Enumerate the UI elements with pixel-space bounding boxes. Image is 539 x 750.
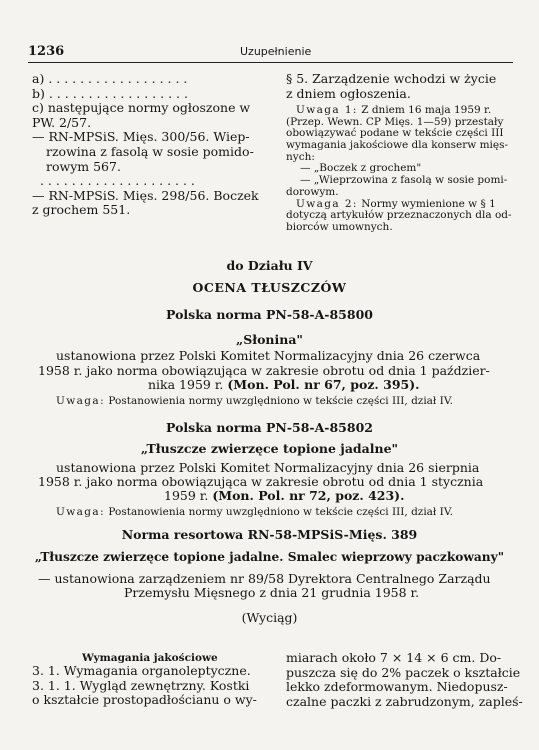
norm2-line3: 1959 r. (Mon. Pol. nr 72, poz. 423). [164, 488, 405, 503]
norm2-line1: ustanowiona przez Polski Komitet Normalizacyjny dnia 26 sierpnia [56, 460, 480, 475]
ellipsis-row: . . . . . . . . . . . . . . . . . . . . [32, 173, 195, 189]
norm3-line1: — ustanowiona zarządzeniem nr 89/58 Dyrektora Centralnego Zarządu [38, 571, 491, 586]
section-heading: do Działu IV [226, 258, 313, 273]
contamination-line: czalne paczki z zabrudzonym, zapleś- [286, 693, 523, 709]
req-3-1-1: 3. 1. 1. Wygląd zewnętrzny. Kostki [32, 677, 250, 693]
norm2-note: Uwaga: Postanowienia normy uwzględniono w tekście części III, dział IV. [56, 506, 453, 518]
left-column-top [32, 72, 259, 218]
note2-line2: dotyczą artykułów przeznaczonych dla od- [286, 209, 512, 222]
norm3-title: Norma resortowa RN-58-MPSiS-Mięs. 389 [121, 527, 418, 542]
note1-line5: nych: [286, 150, 315, 163]
req-3-1-1-cont: o kształcie prostopadłościanu o wy- [32, 692, 257, 708]
note1-block [286, 105, 512, 234]
tolerance-line: puszcza się do 2% paczek o kształcie [286, 664, 521, 680]
norm3-line2: Przemysłu Mięsnego z dnia 21 grudnia 1958 r. [124, 585, 420, 600]
norm1-name: „Słonina" [236, 332, 303, 347]
norm-rn-300-line1: — RN-MPSiS. Mięs. 300/56. Wiep- [32, 129, 250, 145]
norm-rn-298-line1: — RN-MPSiS. Mięs. 298/56. Boczek [32, 187, 259, 203]
section5-line1: § 5. Zarządzenie wchodzi w życie [286, 71, 497, 86]
norm2-title: Polska norma PN-58-A-85802 [166, 420, 373, 435]
item-c-cont: PW. 2/57. [32, 114, 92, 130]
extract-label: (Wyciąg) [241, 610, 298, 625]
norm-rn-300-line3: rowym 567. [46, 158, 121, 174]
norm-rn-298-line2: z grochem 551. [32, 202, 131, 218]
requirements-heading: Wymagania jakościowe [82, 652, 218, 664]
page-number: 1236 [28, 44, 65, 59]
note1-line6: — „Boczek z grochem" [300, 162, 422, 175]
note1-line2: (Przep. Wewn. CP Mięs. 1—59) przestały [286, 115, 504, 128]
dimensions-line: miarach około 7 ⨯ 14 ⨯ 6 cm. Do- [286, 650, 502, 665]
norm1-line2: 1958 r. jako norma obowiązująca w zakresie obrotu od dnia 1 paździer- [38, 363, 490, 378]
norm-rn-300-line2: rzowina z fasolą w sosie pomido- [46, 143, 254, 159]
item-a: a) . . . . . . . . . . . . . . . . . . [32, 71, 188, 86]
req-3-1: 3. 1. Wymagania organoleptyczne. [32, 663, 251, 678]
note1-line7: — „Wieprzowina z fasolą w sosie pomi- [300, 174, 508, 187]
bottom-left-column [32, 651, 257, 708]
right-column-top [286, 72, 496, 101]
note1-line4: wymagania jakościowe dla konserw mięs- [286, 139, 509, 152]
norm3-name: „Tłuszcze zwierzęce topione jadalne. Smalec wieprzowy paczkowany" [34, 550, 505, 564]
note1-line3: obowiązywać podane w tekście części III [286, 127, 504, 140]
note1-line8: dorowym. [286, 185, 339, 198]
norm1-line3: nika 1959 r. (Mon. Pol. nr 67, poz. 395). [148, 377, 420, 392]
norm2-line2: 1958 r. jako norma obowiązująca w zakresie obrotu od dnia 1 stycznia [38, 474, 484, 489]
section-subheading: OCENA TŁUSZCZÓW [192, 280, 347, 295]
header-rule [28, 62, 513, 63]
item-b: b) . . . . . . . . . . . . . . . . . . [32, 85, 188, 101]
page-header [28, 44, 511, 60]
item-c: c) następujące normy ogłoszone w [32, 100, 251, 116]
note2-line3: biorców umownych. [286, 220, 393, 233]
norm1-note: Uwaga: Postanowienia normy uwzględniono w tekście części III, dział IV. [56, 395, 453, 407]
running-title: Uzupełnienie [240, 45, 312, 58]
deformation-line: lekko zdeformowanym. Niedopusz- [286, 679, 508, 695]
norm2-name: „Tłuszcze zwierzęce topione jadalne" [140, 441, 399, 456]
bottom-right-column [286, 651, 523, 709]
note2-line1: Uwaga 2: Normy wymienione w § 1 [296, 197, 496, 210]
norm1-line1: ustanowiona przez Polski Komitet Normalizacyjny dnia 26 czerwca [56, 348, 481, 363]
section5-line2: z dniem ogłoszenia. [286, 85, 411, 101]
note1-line1: Uwaga 1: Z dniem 16 maja 1959 r. [296, 104, 492, 116]
norm1-title: Polska norma PN-58-A-85800 [166, 307, 373, 322]
